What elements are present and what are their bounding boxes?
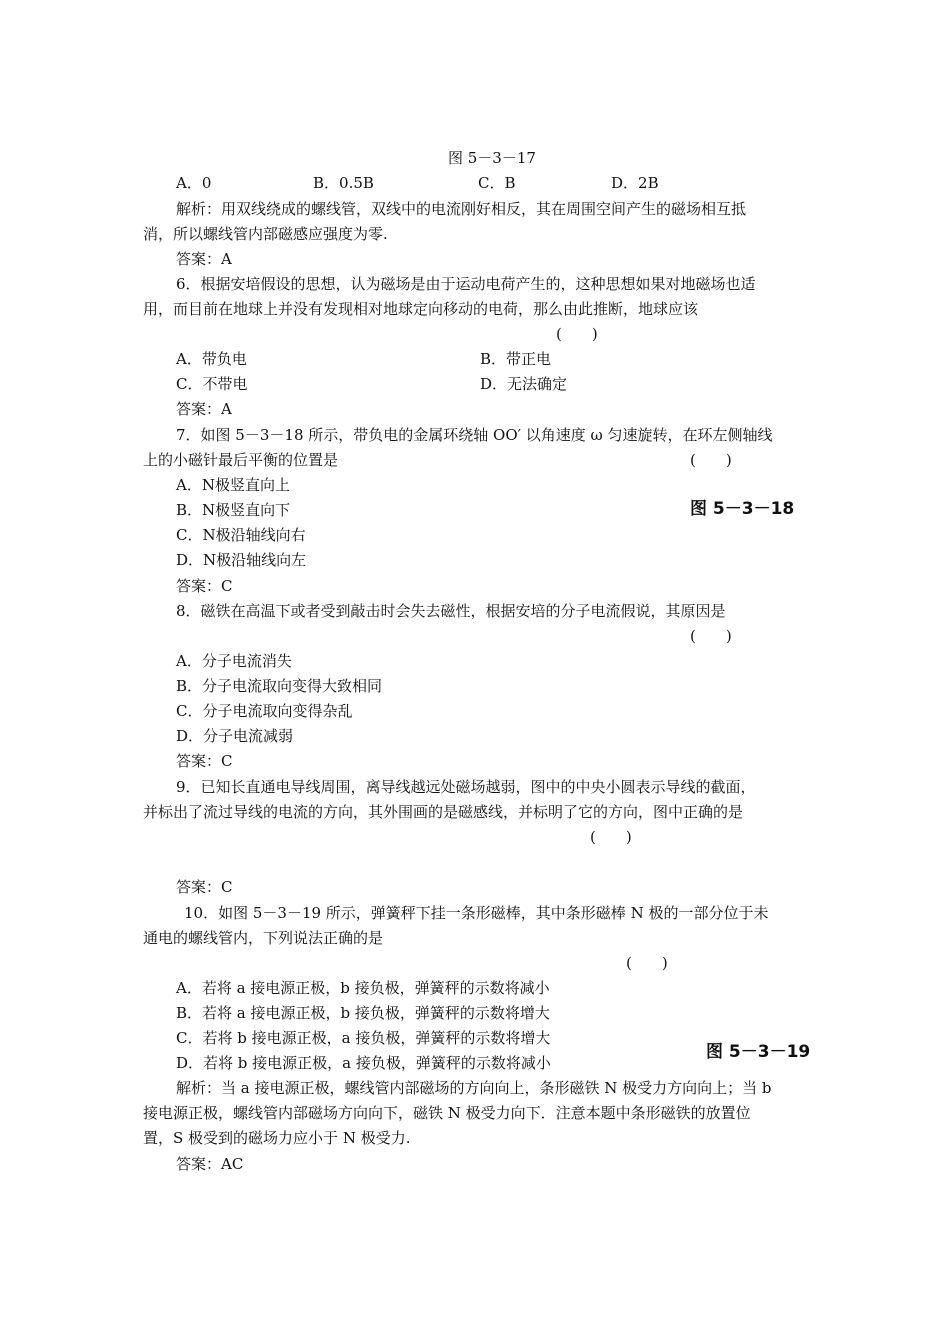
q7-stem-line2: 上的小磁针最后平衡的位置是 — [143, 451, 339, 469]
q5-analysis-line1: 解析：用双线绕成的螺线管，双线中的电流刚好相反，其在周围空间产生的磁场相互抵 — [176, 200, 747, 218]
q6-option-d: D．无法确定 — [480, 375, 568, 393]
q7-stem-line1: 7．如图 5－3－18 所示，带负电的金属环绕轴 OO′ 以角速度 ω 匀速旋转，在环左侧轴线 — [176, 426, 773, 444]
q8-option-d: D．分子电流减弱 — [176, 727, 294, 745]
q8-stem-line1: 8．磁铁在高温下或者受到敲击时会失去磁性，根据安培的分子电流假说，其原因是 — [176, 602, 726, 620]
q8-answer: 答案：C — [176, 752, 233, 770]
q10-answer: 答案：AC — [176, 1155, 244, 1173]
q8-option-a: A．分子电流消失 — [176, 652, 292, 670]
q10-stem-line2: 通电的螺线管内，下列说法正确的是 — [143, 929, 384, 947]
q5-option-a: A．0 — [176, 174, 212, 192]
q6-answer: 答案：A — [176, 400, 232, 418]
figure-caption-5-3-17: 图 5－3－17 — [448, 149, 536, 167]
q10-analysis-line2: 接电源正极，螺线管内部磁场方向向下，磁铁 N 极受力向下．注意本题中条形磁铁的放置位 — [143, 1104, 751, 1122]
q5-answer: 答案：A — [176, 250, 232, 268]
q10-analysis-line1: 解析：当 a 接电源正极，螺线管内部磁场的方向向上，条形磁铁 N 极受力方向向上；当 b — [176, 1079, 772, 1097]
q5-option-b: B．0.5B — [313, 174, 374, 192]
q8-option-b: B．分子电流取向变得大致相同 — [176, 677, 383, 695]
q9-stem-line1: 9．已知长直通电导线周围，离导线越远处磁场越弱，图中的中央小圆表示导线的截面， — [176, 778, 756, 796]
figure-label-5-3-18: 图 5－3－18 — [690, 499, 795, 519]
q10-option-b: B．若将 a 接电源正极，b 接负极，弹簧秤的示数将增大 — [176, 1004, 550, 1022]
q5-analysis-line2: 消，所以螺线管内部磁感应强度为零. — [143, 225, 388, 243]
q7-answer: 答案：C — [176, 577, 233, 595]
q9-answer-blank: ( ) — [590, 828, 632, 846]
q7-option-b: B．N极竖直向下 — [176, 501, 291, 519]
q8-option-c: C．分子电流取向变得杂乱 — [176, 702, 353, 720]
q6-answer-blank: ( ) — [556, 325, 598, 343]
q7-option-a: A．N极竖直向上 — [176, 476, 290, 494]
q10-option-c: C．若将 b 接电源正极，a 接负极，弹簧秤的示数将增大 — [176, 1029, 551, 1047]
q5-option-c: C．B — [478, 174, 516, 192]
q5-option-d: D．2B — [611, 174, 659, 192]
q10-option-a: A．若将 a 接电源正极，b 接负极，弹簧秤的示数将减小 — [176, 979, 550, 997]
q6-option-c: C．不带电 — [176, 375, 248, 393]
q9-stem-line2: 并标出了流过导线的电流的方向，其外围画的是磁感线，并标明了它的方向，图中正确的是 — [143, 803, 744, 821]
q6-stem-line2: 用，而目前在地球上并没有发现相对地球定向移动的电荷，那么由此推断，地球应该 — [143, 300, 699, 318]
q7-option-c: C．N极沿轴线向右 — [176, 526, 306, 544]
q10-option-d: D．若将 b 接电源正极，a 接负极，弹簧秤的示数将减小 — [176, 1054, 551, 1072]
q6-option-b: B．带正电 — [480, 350, 552, 368]
q10-answer-blank: ( ) — [626, 954, 668, 972]
q6-option-a: A．带负电 — [176, 350, 247, 368]
q10-analysis-line3: 置，S 极受到的磁场力应小于 N 极受力. — [143, 1129, 411, 1147]
q10-stem-line1: 10．如图 5－3－19 所示，弹簧秤下挂一条形磁棒，其中条形磁棒 N 极的一部分位于未 — [184, 904, 769, 922]
q7-option-d: D．N极沿轴线向左 — [176, 551, 307, 569]
q6-stem-line1: 6．根据安培假设的思想，认为磁场是由于运动电荷产生的，这种思想如果对地磁场也适 — [176, 275, 756, 293]
figure-label-5-3-19: 图 5－3－19 — [706, 1042, 811, 1062]
q8-answer-blank: ( ) — [690, 627, 732, 645]
q7-answer-blank: ( ) — [690, 451, 732, 469]
q9-answer: 答案：C — [176, 878, 233, 896]
